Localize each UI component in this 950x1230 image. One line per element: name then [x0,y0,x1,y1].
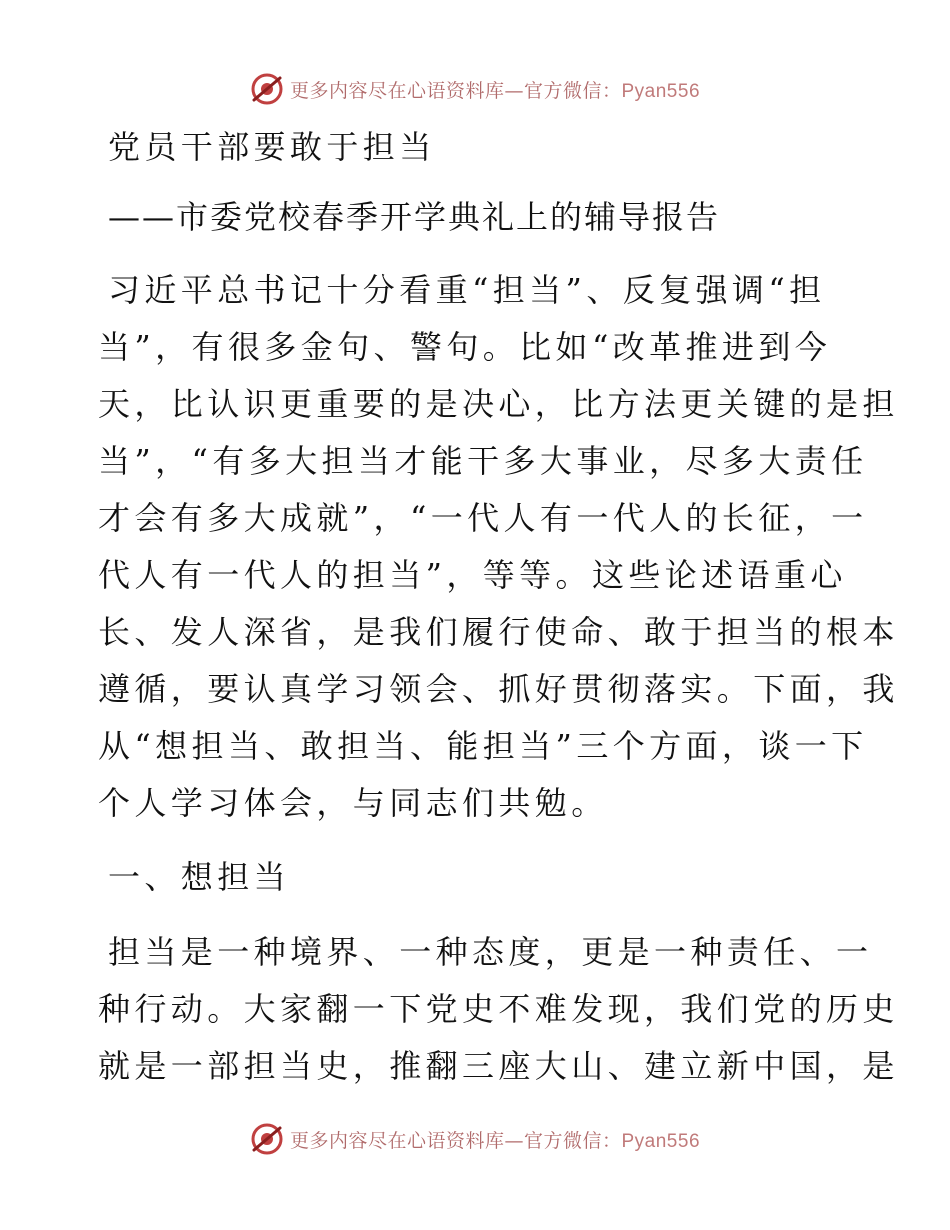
watermark-text: 更多内容尽在心语资料库—官方微信：Pyan556 [289,1129,701,1152]
paragraph-line: 天，比认识更重要的是决心，比方法更关键的是担 [98,385,899,423]
paragraph-line: 当”，有很多金句、警句。比如“改革推进到今 [98,328,832,366]
section-heading: 一、想担当 [108,858,291,896]
paragraph-line: 当”，“有多大担当才能干多大事业，尽多大责任 [98,442,868,480]
paragraph-line: 习近平总书记十分看重“担当”、反复强调“担 [108,271,826,309]
paragraph-line: 种行动。大家翻一下党史不难发现，我们党的历史 [98,990,899,1028]
paragraph-1 [98,262,899,832]
paragraph-line: 就是一部担当史，推翻三座大山、建立新中国，是 [98,1047,899,1085]
pen-logo-icon [250,72,284,106]
paragraph-line: 从“想担当、敢担当、能担当”三个方面，谈一下 [98,727,868,765]
paragraph-line: 长、发人深省，是我们履行使命、敢于担当的根本 [98,613,899,651]
paragraph-line: 个人学习体会，与同志们共勉。 [98,784,608,822]
watermark-text: 更多内容尽在心语资料库—官方微信：Pyan556 [289,79,701,102]
paragraph-line: 代人有一代人的担当”，等等。这些论述语重心 [98,556,847,594]
document-subtitle: ——市委党校春季开学典礼上的辅导报告 [108,198,721,236]
paragraph-line: 才会有多大成就”，“一代人有一代人的长征，一 [98,499,868,537]
pen-logo-icon [250,1122,284,1156]
paragraph-line: 遵循，要认真学习领会、抓好贯彻落实。下面，我 [98,670,899,708]
document-title: 党员干部要敢于担当 [108,128,436,166]
header-watermark [0,72,950,106]
document-body [98,124,899,1117]
footer-watermark [0,1122,950,1156]
paragraph-line: 担当是一种境界、一种态度，更是一种责任、一 [108,933,873,971]
paragraph-2 [98,924,899,1095]
